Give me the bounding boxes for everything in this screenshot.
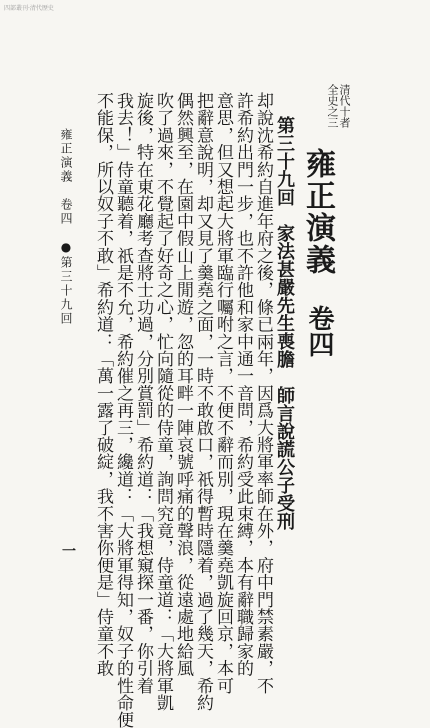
- body-column-1: 却說沈希約自進年府之後，條已兩年，因爲大將軍率師在外，府中門禁素嚴，不: [253, 92, 273, 694]
- book-title: 雍正演義: [300, 148, 335, 276]
- body-column-5: 偶然興至，在園中假山上閒遊，忽的耳畔一陣哀號呼痛的聲浪，從遠處地給風: [173, 92, 193, 677]
- body-column-8: 我去！」侍童聽着，祇是不允，希約催之再三，纔道：「大將軍得知，奴子的性命便: [113, 92, 133, 728]
- chapter-heading: 第三十九回 家法甚嚴先生喪膽 師言說謊公子受刑: [274, 116, 295, 530]
- body-column-7: 旋後，特在東花廳考查將士功過，分別賞罰」希約道：「我想窺探一番，你引着: [133, 92, 153, 694]
- library-watermark: 四部叢刊·清代歷史: [4, 5, 54, 12]
- page-number: 一: [62, 544, 76, 560]
- body-column-3: 意思，但又想起大將軍臨行囑咐之言，不便不辭而別，現在羹堯凱旋回京，本可: [213, 92, 233, 694]
- series-label-line-1: 清代十者: [338, 84, 351, 128]
- body-column-4: 把辭意說明，却又見了羹堯之面，一時不敢啟口，祇得暫時隱着，過了幾天，希約: [193, 92, 213, 712]
- volume-label: 卷四: [304, 305, 334, 357]
- running-title: 雍正演義 卷四 ●第三十九回: [59, 128, 73, 326]
- body-column-9: 不能保，所以奴子不敢」希約道：「萬一露了破綻，我不害你便是」侍童不敢: [93, 92, 113, 677]
- body-column-2: 許希約出門一步，也不許他和家中通一音問，希約受此束縛，本有辭職歸家的: [233, 92, 253, 677]
- series-label-line-2: 全史之三: [326, 84, 339, 128]
- body-column-6: 吹了過來，不覺起了好奇之心，忙向隨從的侍童，詢問究竟，侍童道：「大將軍凱: [153, 92, 173, 712]
